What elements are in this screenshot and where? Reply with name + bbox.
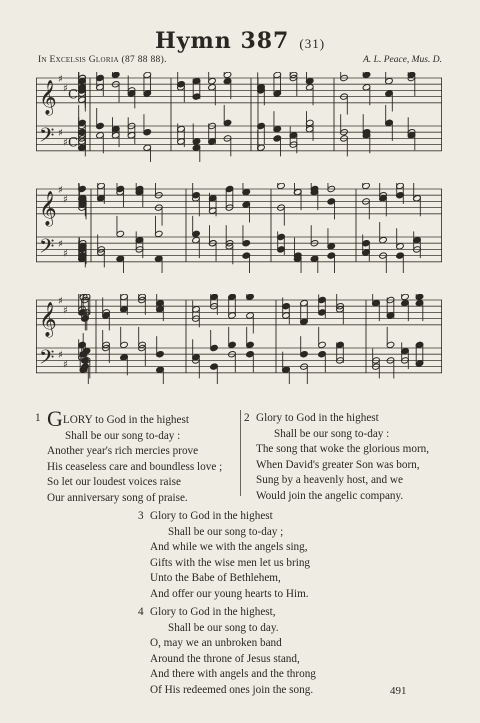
verse-line: Glory to God in the highest (256, 412, 379, 424)
drop-cap: G (47, 406, 63, 431)
tune-name: In Excelsis Gloria (87 88 88). (38, 55, 167, 65)
music-system-3 (36, 294, 442, 384)
verse-line: And offer our young hearts to Him. (150, 587, 309, 600)
sharp-glyph: ♯ (58, 350, 63, 362)
verse-line: Shall be our song to-day ; (168, 525, 284, 538)
music-system-2 (36, 183, 442, 273)
verse-line: The song that woke the glorious morn, (256, 443, 430, 456)
verse-line: Shall be our song to-day : (274, 427, 390, 440)
treble-clef-glyph: 𝄞 (39, 301, 57, 337)
sharp-glyph: ♯ (63, 83, 68, 95)
verse-line: Shall be our song to day. (168, 621, 279, 634)
hymn-title-text: Hymn 387 (154, 28, 290, 54)
composer-credit: A. L. Peace, Mus. D. (363, 55, 442, 65)
verse-line: Of His redeemed ones join the song. (150, 683, 314, 696)
sharp-glyph: ♯ (58, 128, 63, 140)
hymn-number-ref: (31) (299, 36, 326, 51)
verse-line: Would join the angelic company. (256, 489, 404, 502)
verse-1 (35, 406, 223, 507)
sharp-glyph: ♯ (58, 296, 63, 307)
page-number: 491 (390, 685, 407, 697)
verse-divider (240, 410, 241, 496)
verse-line: When David's greater Son was born, (256, 458, 420, 471)
verse-line: LORY to God in the highest (62, 414, 189, 426)
verse-3 (138, 509, 311, 603)
verse-number: 3 (138, 510, 144, 522)
verse-line: Around the throne of Jesus stand, (150, 652, 300, 665)
verse-4 (138, 605, 316, 699)
music-system-1 (36, 72, 442, 162)
bass-clef-glyph: 𝄢 (39, 123, 55, 152)
sharp-glyph: ♯ (63, 359, 68, 371)
sharp-glyph: ♯ (63, 194, 68, 206)
sharp-glyph: ♯ (63, 248, 68, 260)
verse-line: Gifts with the wise men let us bring (150, 556, 311, 569)
verse-number: 2 (244, 412, 250, 424)
bass-clef-glyph: 𝄢 (39, 234, 55, 263)
verse-2 (244, 411, 430, 505)
sharp-glyph: ♯ (58, 185, 63, 196)
verse-line: So let our loudest voices raise (47, 476, 181, 489)
hymn-title (0, 28, 480, 54)
time-signature-glyph: C (68, 135, 78, 151)
sharp-glyph: ♯ (58, 74, 63, 85)
verse-line: Glory to God in the highest, (150, 606, 276, 618)
verse-line: Glory to God in the highest (150, 510, 273, 522)
bass-clef-glyph: 𝄢 (39, 345, 55, 374)
treble-clef-glyph: 𝄞 (39, 190, 57, 226)
verse-line: Another year's rich mercies prove (47, 445, 199, 458)
verse-line: His ceaseless care and boundless love ; (47, 460, 223, 473)
verse-line: Unto the Babe of Bethlehem, (150, 572, 281, 585)
sharp-glyph: ♯ (63, 137, 68, 149)
verse-line: And while we with the angels sing, (150, 541, 308, 554)
verse-line: And there with angels and the throng (150, 668, 316, 681)
sharp-glyph: ♯ (63, 305, 68, 317)
time-signature-glyph: C (68, 87, 78, 103)
verse-line: O, may we an unbroken band (150, 637, 282, 650)
sharp-glyph: ♯ (58, 239, 63, 251)
verse-number: 1 (35, 412, 41, 424)
treble-clef-glyph: 𝄞 (39, 79, 57, 115)
verse-number: 4 (138, 606, 144, 618)
verse-line: Shall be our song to-day : (65, 429, 181, 442)
verse-line: Sung by a heavenly host, and we (256, 474, 403, 487)
verse-line: Our anniversary song of praise. (47, 491, 188, 504)
